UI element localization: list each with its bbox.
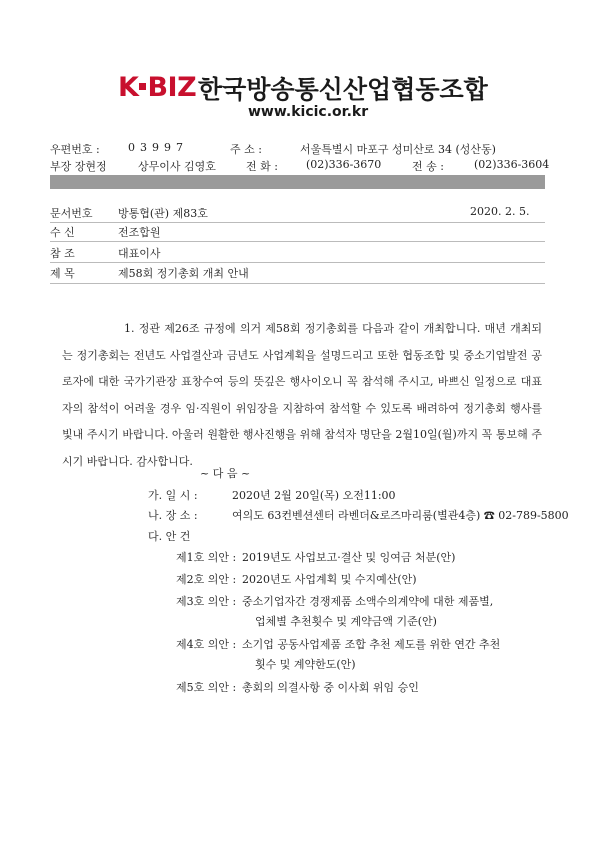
director-name: 상무이사 김영호: [138, 160, 216, 173]
agenda-5-label: 제5호 의안 :: [176, 681, 237, 694]
doc-date: 2020. 2. 5.: [470, 205, 530, 218]
phone-value: (02)336-3670: [306, 158, 382, 171]
body-paragraph: [62, 316, 542, 475]
fax-label: 전 송 :: [412, 160, 444, 173]
address-label: 주 소 :: [230, 143, 262, 156]
logo-text-left: K: [118, 72, 139, 103]
doc-number-label: 문서번호: [50, 207, 93, 220]
logo-text-right: BIZ: [147, 72, 197, 103]
postal-code-label: 우편번호 :: [50, 143, 100, 156]
address-value: 서울특별시 마포구 성미산로 34 (성산동): [300, 143, 496, 156]
recipient-value: 전조합원: [118, 226, 161, 239]
agenda-1-text: 2019년도 사업보고·결산 및 잉여금 처분(안): [242, 551, 456, 564]
subject-label: 제 목: [50, 267, 75, 280]
meta-divider: [50, 241, 545, 242]
agenda-5-text: 총회의 의결사항 중 이사회 위임 승인: [242, 681, 419, 694]
logo-dot: [139, 83, 146, 90]
agenda-4-label: 제4호 의안 :: [176, 638, 237, 651]
agenda-3-text: 중소기업자간 경쟁제품 소액수의계약에 대한 제품별,: [242, 595, 494, 608]
organization-name: 한국방송통신산업협동조합: [198, 75, 488, 104]
item-ga-value: 2020년 2월 20일(목) 오전11:00: [232, 489, 396, 502]
agenda-2-label: 제2호 의안 :: [176, 573, 237, 586]
item-da-label: 다. 안 건: [148, 530, 191, 543]
postal-code-value: 03997: [128, 141, 188, 154]
phone-label: 전 화 :: [246, 160, 278, 173]
doc-number-value: 방통협(관) 제83호: [118, 207, 208, 220]
recipient-label: 수 신: [50, 226, 75, 239]
agenda-3-label: 제3호 의안 :: [176, 595, 237, 608]
agenda-4-text: 소기업 공동사업제품 조합 추천 제도를 위한 연간 추천: [242, 638, 501, 651]
agenda-2-text: 2020년도 사업계획 및 수지예산(안): [242, 573, 417, 586]
agenda-4-text-continued: 횟수 및 계약한도(안): [255, 658, 356, 671]
meta-divider: [50, 222, 545, 223]
subject-value: 제58회 정기총회 개최 안내: [118, 267, 249, 280]
meta-divider: [50, 283, 545, 284]
website-link[interactable]: www.kicic.or.kr: [248, 104, 369, 120]
header-divider-bar: [50, 175, 545, 189]
meta-divider: [50, 262, 545, 263]
fax-value: (02)336-3604: [474, 158, 550, 171]
manager-name: 부장 장현정: [50, 160, 107, 173]
cc-label: 참 조: [50, 247, 75, 260]
item-ga-label: 가. 일 시 :: [148, 489, 198, 502]
body-paragraph-text: 1. 정관 제26조 규정에 의거 제58회 정기총회를 다음과 같이 개최합니다. 매년 개최되는 정기총회는 전년도 사업결산과 금년도 사업계획을 설명드리고 또한 협동조합 및 중소기업발전 공로자에 대한 국가기관장 표창수여 등의 뜻깊은 행사이오니 꼭 참석해 주시고, 바쁘신 일정으로 대표자의 참석이 어려울 경우 임·직원이 위임장을 지참하여 참석할 수 있도록 배려하여 정기총회 행사를 빛내 주시기 바랍니다. 아울러 원활한 행사진행을 위해 참석자 명단을 2월10일(월)까지 꼭 통보해 주시기 바랍니다. 감사합니다.: [62, 322, 542, 468]
cc-value: 대표이사: [118, 247, 161, 260]
agenda-1-label: 제1호 의안 :: [176, 551, 237, 564]
kbiz-logo: [118, 72, 196, 103]
agenda-3-text-continued: 업체별 추천횟수 및 계약금액 기준(안): [255, 615, 437, 628]
item-na-label: 나. 장 소 :: [148, 509, 198, 522]
da-eum-heading: ~ 다 음 ~: [200, 467, 251, 480]
item-na-value: 여의도 63컨벤션센터 라벤더&로즈마리룸(별관4층) ☎ 02-789-5800: [232, 509, 569, 522]
